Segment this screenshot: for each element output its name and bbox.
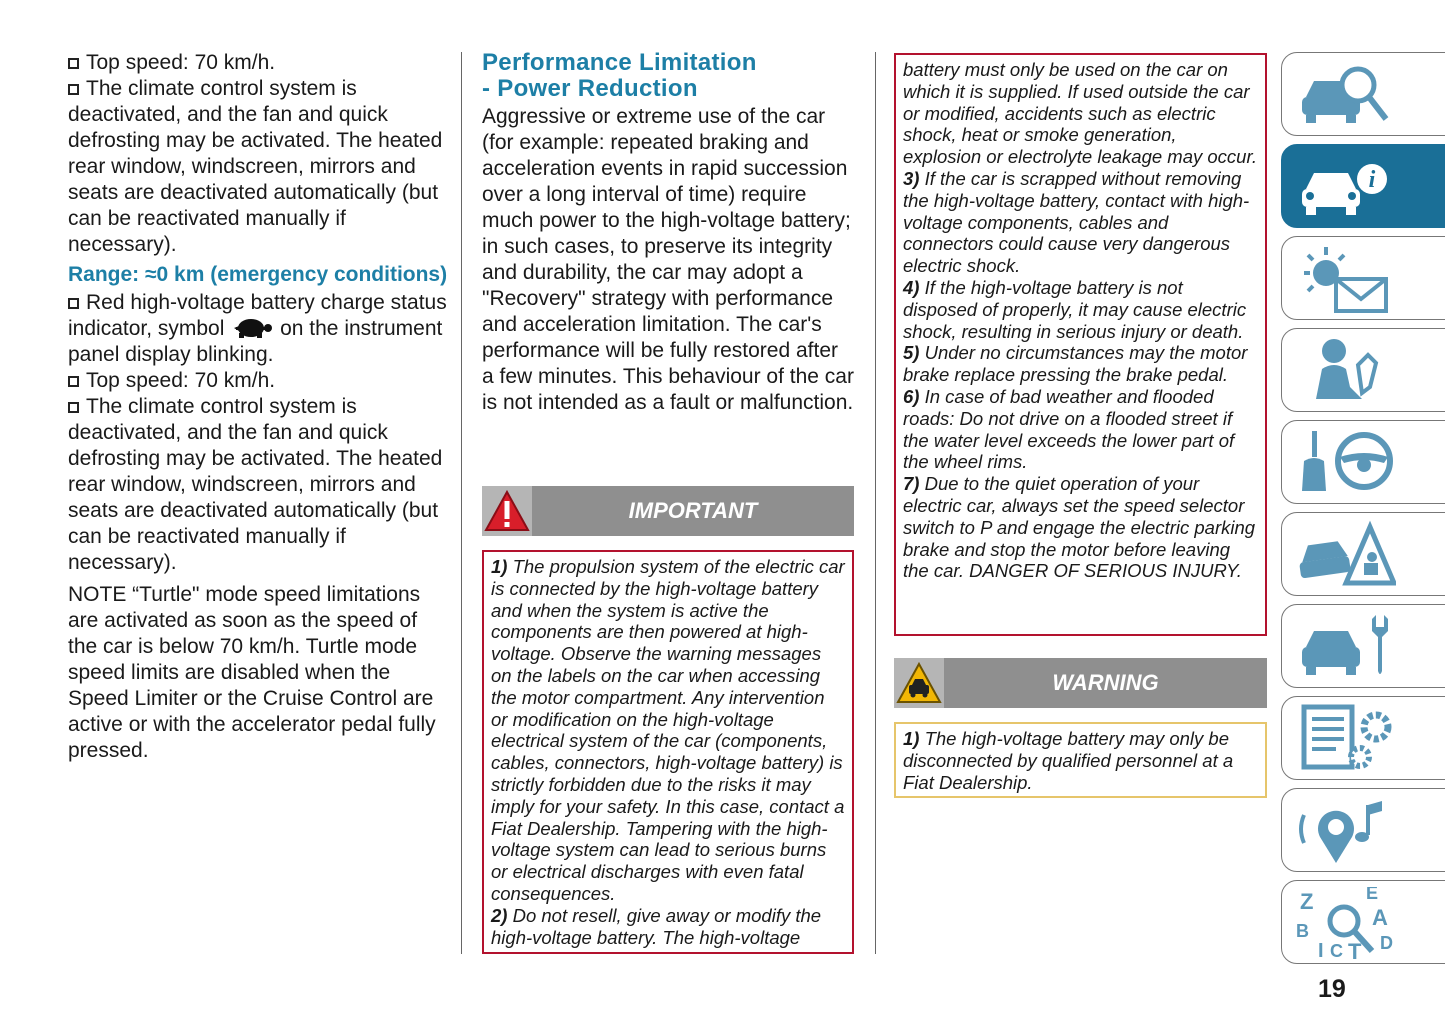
- emergency-triangle-icon: [1296, 519, 1396, 591]
- top-speed-item-2: Top speed: 70 km/h.: [68, 368, 448, 394]
- tab-technical-data[interactable]: [1281, 696, 1445, 780]
- important-box-continued: [894, 53, 1267, 636]
- key-steering-icon: [1296, 427, 1396, 499]
- warning-box: [894, 722, 1267, 798]
- car-maintenance-icon: [1296, 611, 1396, 683]
- important-item-7: 7) Due to the quiet operation of your electric car, always set the speed selector switch to P and engage the electric parking brake and stop the motor before leaving the car. DANGER OF SERIOUS INJURY.: [903, 473, 1256, 582]
- climate-control-item-2: The climate control system is deactivated, and the fan and quick defrosting may be activated. The heated rear window, windscreen, mirrors and seats are deactivated automatically (but can be reactivated manually if necessary).: [68, 394, 448, 576]
- important-item-2: 2) Do not resell, give away or modify the high-voltage battery. The high-voltage: [491, 904, 822, 948]
- tab-index[interactable]: [1281, 880, 1445, 964]
- important-item-2-cont: battery must only be used on the car on which it is supplied. If used outside the car or modified, accidents such as electric shock, heat or smoke generation, explosion or electrolyte leakage may occur.: [903, 59, 1258, 168]
- tab-knowing-instrument-panel[interactable]: [1281, 144, 1445, 228]
- indicator-item: [68, 290, 448, 368]
- technical-data-icon: [1296, 703, 1396, 775]
- car-warning-icon: [894, 658, 944, 708]
- index-letter-c: C: [1330, 941, 1343, 959]
- danger-triangle-icon: [482, 486, 532, 536]
- column-left: [68, 50, 448, 764]
- important-item-1: 1) The propulsion system of the electric car is connected by the high-voltage battery and when the system is active the components are then powered at high-voltage. Observe the warning messages on the labels on the car when accessing the motor compartment. Any intervention or modification on the high-voltage electrical system of the car (components, cables, connectors, high-voltage battery) is strictly forbidden due to the risks it may imply for your safety. In this case, contact a Fiat Dealership. Tampering with the high-voltage system can lead to serious burns or electrical discharges with even fatal consequences.: [491, 556, 845, 904]
- warning-lights-icon: [1296, 243, 1396, 315]
- column-middle: [482, 50, 854, 416]
- turtle-note: NOTE “Turtle" mode speed limitations are activated as soon as the speed of the car is below 70 km/h. Turtle mode speed limits are disabled when the Speed Limiter or the Cruise Control are active or with the accelerator pedal fully pressed.: [68, 583, 436, 762]
- important-item-5: 5) Under no circumstances may the motor brake replace pressing the brake pedal.: [903, 342, 1248, 386]
- index-letter-i: I: [1318, 940, 1324, 959]
- top-speed-item: Top speed: 70 km/h.: [68, 50, 448, 76]
- tab-safety[interactable]: [1281, 328, 1445, 412]
- warning-icon-box: [894, 658, 944, 708]
- index-letter-e: E: [1366, 887, 1379, 903]
- important-box: [482, 550, 854, 954]
- indicator-text-after: on the instrument panel display blinking.: [68, 317, 443, 366]
- indicator-text-before: Red high-voltage battery charge status indicator, symbol: [68, 291, 447, 340]
- important-item-4: 4) If the high-voltage battery is not disposed of properly, it may cause electric shock, resulting in serious injury or death.: [903, 276, 1247, 342]
- column-divider-1: [461, 52, 462, 954]
- index-icon: [1296, 887, 1396, 959]
- important-item-3: 3) If the car is scrapped without removing the high-voltage battery, contact with high-voltage components, cables and connectors could cause very dangerous electric shock.: [903, 167, 1250, 277]
- tab-warning-lights[interactable]: [1281, 236, 1445, 320]
- index-letter-a: A: [1372, 905, 1388, 930]
- tab-multimedia[interactable]: [1281, 788, 1445, 872]
- important-banner: [482, 486, 854, 536]
- range-heading: Range: ≈0 km (emergency conditions): [68, 263, 448, 286]
- warning-item-1: 1) The high-voltage battery may only be disconnected by qualified personnel at a Fiat Dealership.: [903, 728, 1234, 793]
- warning-banner: [894, 658, 1267, 708]
- important-icon-box: [482, 486, 532, 536]
- important-label: IMPORTANT: [628, 498, 758, 523]
- car-search-icon: [1296, 59, 1396, 131]
- car-info-icon: [1296, 151, 1396, 223]
- section-body: Aggressive or extreme use of the car (for example: repeated braking and acceleration events in rapid succession over a long interval of time) require much power to the high-voltage battery; in such cases, to preserve its integrity and durability, the car may adopt a "Recovery" strategy with performance and acceleration limitation. The car's performance will be fully restored after a few minutes. This behaviour of the car is not intended as a fault or malfunction.: [482, 105, 854, 414]
- index-letter-t: T: [1348, 939, 1362, 959]
- tab-emergency[interactable]: [1281, 512, 1445, 596]
- page-number: 19: [1318, 975, 1346, 1003]
- turtle-icon: [230, 317, 274, 339]
- section-heading-line2: - Power Reduction: [482, 75, 698, 102]
- multimedia-icon: [1296, 795, 1396, 867]
- index-letter-d: D: [1380, 933, 1393, 953]
- important-item-6: 6) In case of bad weather and flooded roads: Do not drive on a flooded street if the water level exceeds the lower part of the wheel rims.: [903, 385, 1235, 473]
- climate-control-item: The climate control system is deactivated, and the fan and quick defrosting may be activated. The heated rear window, windscreen, mirrors and seats are deactivated automatically (but can be reactivated manually if necessary).: [68, 76, 448, 258]
- tab-getting-to-know-car[interactable]: [1281, 52, 1445, 136]
- column-divider-2: [875, 52, 876, 954]
- index-letter-b: B: [1296, 921, 1309, 941]
- tab-servicing-maintenance[interactable]: [1281, 604, 1445, 688]
- tab-starting-driving[interactable]: [1281, 420, 1445, 504]
- index-letter-z: Z: [1300, 889, 1314, 914]
- section-heading-line1: Performance Limitation: [482, 49, 757, 76]
- airbag-seat-icon: [1296, 335, 1396, 407]
- svg-text:i: i: [1368, 167, 1376, 193]
- warning-label: WARNING: [1052, 670, 1159, 695]
